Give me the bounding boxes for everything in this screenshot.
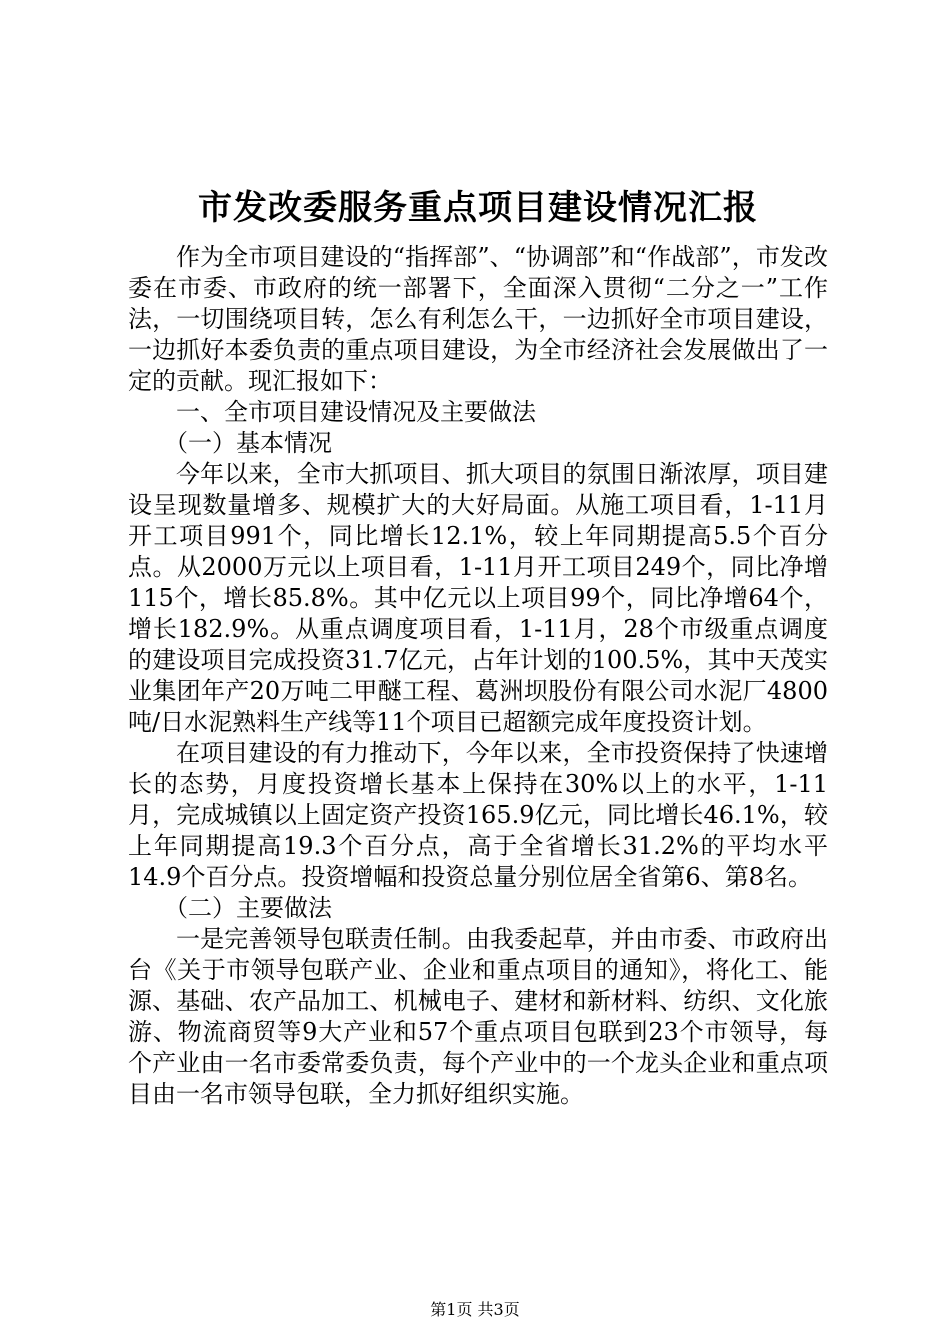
basic-situation-paragraph-1: 今年以来，全市大抓项目、抓大项目的氛围日渐浓厚，项目建设呈现数量增多、规模扩大的大好局面。从施工项目看，1-11月开工项目991个，同比增长12.1%，较上年同期提高5.5个百分点。从2000万元以上项目看，1-11月开工项目249个，同比净增115个，增长85.8%。其中亿元以上项目99个，同比净增64个，增长182.9%。从重点调度项目看，1-11月，28个市级重点调度的建设项目完成投资31.7亿元，占年计划的100.5%，其中天茂实业集团年产20万吨二甲醚工程、葛洲坝股份有限公司水泥厂4800吨/日水泥熟料生产线等11个项目已超额完成年度投资计划。 bbox=[128, 460, 828, 736]
basic-situation-paragraph-2: 在项目建设的有力推动下，今年以来，全市投资保持了快速增长的态势，月度投资增长基本上保持在30%以上的水平，1-11月，完成城镇以上固定资产投资165.9亿元，同比增长46.1%，较上年同期提高19.3个百分点，高于全省增长31.2%的平均水平14.9个百分点。投资增幅和投资总量分别位居全省第6、第8名。 bbox=[128, 739, 828, 891]
document-page bbox=[128, 180, 828, 1110]
document-title: 市发改委服务重点项目建设情况汇报 bbox=[198, 188, 758, 228]
page-footer: 第1页 共3页 bbox=[430, 1300, 520, 1319]
section-heading-1: 一、全市项目建设情况及主要做法 bbox=[176, 398, 536, 426]
subsection-heading-main-practices: （二）主要做法 bbox=[164, 894, 332, 922]
intro-paragraph: 作为全市项目建设的“指挥部”、“协调部”和“作战部”，市发改委在市委、市政府的统一部署下，全面深入贯彻“二分之一”工作法，一切围绕项目转，怎么有利怎么干，一边抓好全市项目建设，一边抓好本委负责的重点项目建设，为全市经济社会发展做出了一定的贡献。现汇报如下： bbox=[128, 243, 828, 395]
subsection-heading-basic-situation: （一）基本情况 bbox=[164, 429, 332, 457]
main-practices-paragraph-1: 一是完善领导包联责任制。由我委起草，并由市委、市政府出台《关于市领导包联产业、企业和重点项目的通知》，将化工、能源、基础、农产品加工、机械电子、建材和新材料、纺织、文化旅游、物流商贸等9大产业和57个重点项目包联到23个市领导，每个产业由一名市委常委负责，每个产业中的一个龙头企业和重点项目由一名市领导包联，全力抓好组织实施。 bbox=[128, 925, 828, 1108]
